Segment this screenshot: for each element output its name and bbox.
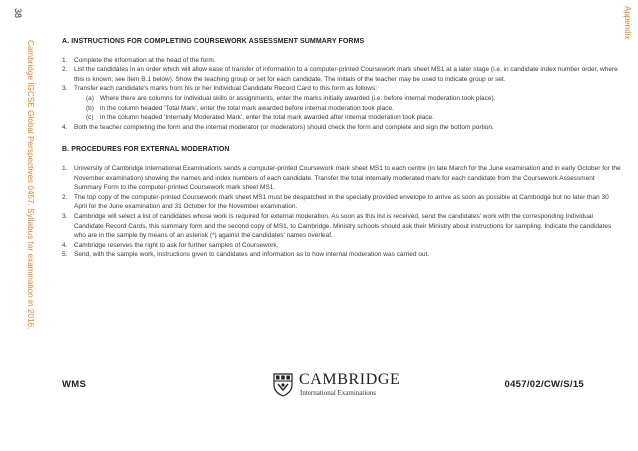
form-code-left: WMS bbox=[62, 379, 87, 390]
sub-item-text: Where there are columns for individual skills or assignments, enter the marks initially awarded (i.e. before internal moderation took place). bbox=[99, 94, 496, 102]
appendix-label bbox=[620, 4, 634, 64]
item-number: 1. bbox=[62, 56, 68, 64]
item-number: 4. bbox=[62, 123, 68, 131]
logo-wordmark: CAMBRIDGE bbox=[299, 371, 401, 388]
list-item bbox=[62, 65, 622, 84]
list-item bbox=[62, 84, 622, 122]
item-text: Send, with the sample work, instructions given to candidates and information as to how internal moderation was carried out. bbox=[74, 251, 430, 259]
item-number: 5. bbox=[62, 251, 68, 259]
sub-item-text: In the column headed 'Total Mark', enter the total mark awarded before internal moderation took place. bbox=[99, 104, 394, 112]
running-side-title: Cambridge IGCSE Global Perspectives 0457. Syllabus for examination in 2016. bbox=[26, 40, 35, 330]
main-content bbox=[62, 37, 622, 260]
section-a-heading: A. INSTRUCTIONS FOR COMPLETING COURSEWORK ASSESSMENT SUMMARY FORMS bbox=[62, 38, 365, 45]
item-number: 4. bbox=[62, 241, 68, 249]
item-text: The top copy of the computer-printed Coursework mark sheet MS1 must be despatched in the specially provided envelope to arrive as soon as possible at Cambridge but no later than 30 April for the June examination and 31 October for the November examination. bbox=[74, 193, 609, 211]
list-item bbox=[62, 56, 622, 66]
item-text: Transfer each candidate's marks from his or her Individual Candidate Record Card to this form as follows: bbox=[74, 85, 378, 93]
list-item bbox=[62, 123, 622, 133]
section-b-list bbox=[62, 164, 622, 260]
sub-list-item bbox=[74, 104, 622, 114]
sub-item-label: (c) bbox=[86, 114, 94, 122]
sub-list-item bbox=[74, 113, 622, 123]
left-margin-strip bbox=[0, 0, 35, 451]
sub-item-text: In the column headed 'Internally Moderated Mark', enter the total mark awarded after internal moderation took place. bbox=[99, 114, 434, 122]
section-b bbox=[62, 145, 622, 260]
page-footer bbox=[62, 372, 622, 402]
item-text: Both the teacher completing the form and the internal moderator (or moderators) should check the form and complete and sign the bottom portion. bbox=[74, 123, 494, 131]
list-item bbox=[62, 164, 622, 193]
item-number: 1. bbox=[62, 164, 68, 172]
page-number: 38 bbox=[13, 8, 23, 19]
sub-item-label: (a) bbox=[86, 94, 94, 102]
item-text: Cambridge will select a list of candidates whose work is required for external moderation. As soon as this list is received, send the candidates' work with the corresponding Individual Candidate Record Cards, this summary form and the second copy of MS1, to Cambridge. Ministry schools should ask their Ministry about instructions for sampling. Indicate the candidates who are in the sample by means of an asterisk (*) against the candidates' names overleaf. bbox=[74, 212, 612, 240]
cambridge-logo bbox=[273, 372, 443, 400]
item-number: 3. bbox=[62, 212, 68, 220]
item-number: 2. bbox=[62, 193, 68, 201]
item-text: University of Cambridge International Examinations sends a computer-printed Coursework mark sheet MS1 to each centre (in late March for the June examination and in early October for the November examination) showing the names and index numbers of each candidate. Transfer the total internally moderated mark for each candidate from the Coursework Assessment Summary Form to the computer-printed Coursework mark sheet MS1. bbox=[74, 164, 621, 192]
section-a bbox=[62, 37, 622, 132]
cambridge-crest-icon bbox=[273, 373, 293, 397]
item-text: Complete the information at the head of the form. bbox=[74, 56, 216, 64]
sub-list bbox=[74, 94, 622, 123]
sub-item-label: (b) bbox=[86, 104, 94, 112]
item-text: Cambridge reserves the right to ask for further samples of Coursework. bbox=[74, 241, 279, 249]
section-b-heading: B. PROCEDURES FOR EXTERNAL MODERATION bbox=[62, 146, 230, 154]
list-item bbox=[62, 250, 622, 260]
logo-subtitle: International Examinations bbox=[300, 389, 377, 397]
item-number: 3. bbox=[62, 85, 68, 93]
list-item bbox=[62, 212, 622, 241]
appendix-label-text: Appendix bbox=[623, 6, 632, 40]
list-item bbox=[62, 193, 622, 212]
section-a-list bbox=[62, 56, 622, 133]
item-number: 2. bbox=[62, 66, 68, 74]
form-code-right: 0457/02/CW/S/15 bbox=[504, 379, 584, 390]
sub-list-item bbox=[74, 94, 622, 104]
item-text: List the candidates in an order which will allow ease of transfer of information to a computer-printed Coursework mark sheet MS1 at a later stage (i.e. in candidate index number order, where this is known; see item B.1 below). Show the teaching group or set for each candidate. The initials of the teacher may be used to indicate group or set. bbox=[74, 66, 618, 83]
list-item bbox=[62, 241, 622, 251]
